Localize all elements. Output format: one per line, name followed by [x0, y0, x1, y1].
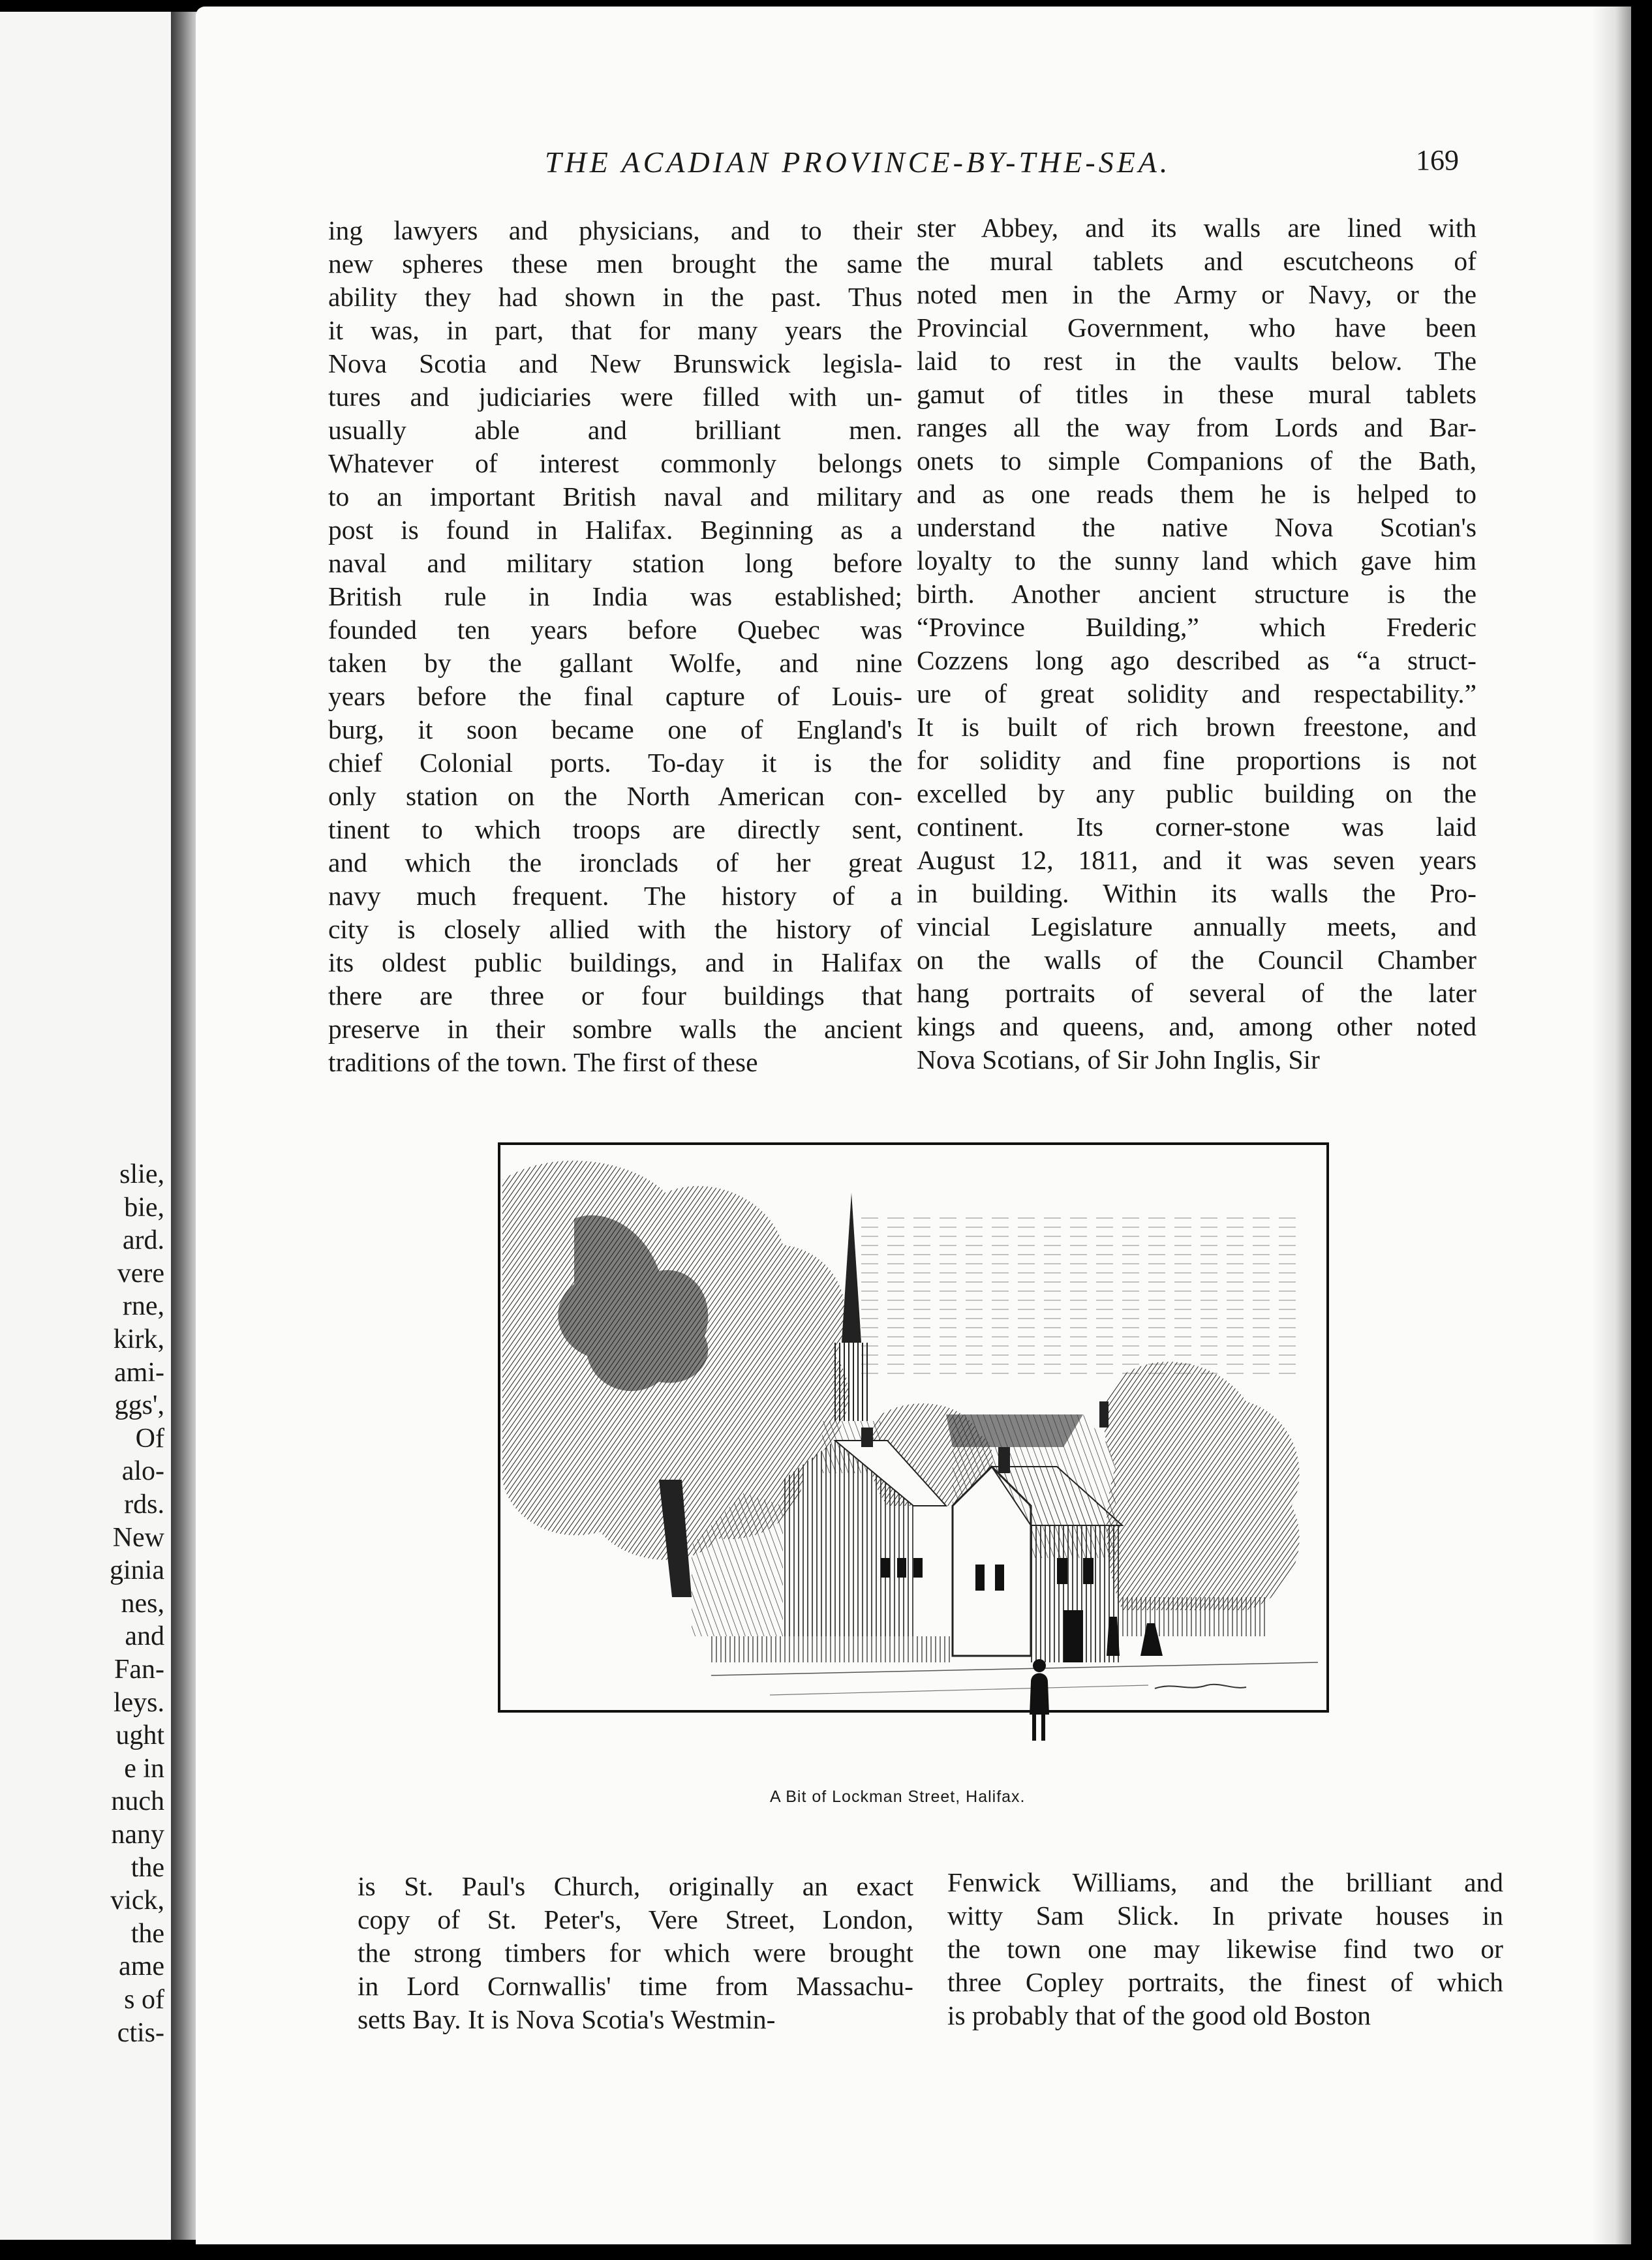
text-line: kings and queens, and, among other noted [917, 1011, 1476, 1041]
facing-page-fragment: Fan- [114, 1655, 164, 1685]
engraving-illustration [496, 1140, 1331, 1755]
text-line: naval and military station long before [328, 548, 902, 578]
text-line: noted men in the Army or Navy, or the [917, 279, 1476, 309]
page-number: 169 [1416, 144, 1459, 176]
text-line: It is built of rich brown freestone, and [917, 712, 1476, 742]
text-line: its oldest public buildings, and in Halifax [328, 947, 902, 977]
facing-page-fragment: s of [124, 1985, 164, 2015]
text-line: preserve in their sombre walls the ancient [328, 1014, 902, 1044]
text-column-top-left [328, 214, 902, 1079]
text-line: three Copley portraits, the finest of which [947, 1967, 1503, 1997]
text-line: British rule in India was established; [328, 581, 902, 611]
text-line: hang portraits of several of the later [917, 978, 1476, 1008]
facing-page-fragment: Of [135, 1423, 164, 1454]
text-line: to an important British naval and military [328, 481, 902, 512]
text-line: Nova Scotians, of Sir John Inglis, Sir [917, 1045, 1320, 1075]
text-line: loyalty to the sunny land which gave him [917, 545, 1476, 575]
text-line: birth. Another ancient structure is the [917, 579, 1476, 609]
text-line: in Lord Cornwallis' time from Massachu- [358, 1971, 913, 2001]
text-line: continent. Its corner-stone was laid [917, 812, 1476, 842]
text-line: excelled by any public building on the [917, 778, 1476, 808]
text-line: the strong timbers for which were brought [358, 1938, 913, 1968]
text-line: ure of great solidity and respectability.” [917, 679, 1476, 709]
text-line: Cozzens long ago described as “a struct- [917, 645, 1476, 675]
text-line: ability they had shown in the past. Thus [328, 282, 902, 312]
text-line: tinent to which troops are directly sent, [328, 814, 902, 844]
text-line: Fenwick Williams, and the brilliant and [947, 1867, 1503, 1897]
facing-page-fragment: bie, [124, 1192, 164, 1223]
text-line: is probably that of the good old Boston [947, 2000, 1371, 2030]
text-line: in building. Within its walls the Pro- [917, 878, 1476, 908]
text-line: “Province Building,” which Frederic [917, 612, 1476, 642]
text-line: understand the native Nova Scotian's [917, 512, 1476, 542]
facing-page-fragment: vick, [110, 1886, 164, 1916]
facing-page-fragment: ard. [122, 1225, 164, 1256]
facing-page-fragment: nes, [121, 1588, 164, 1619]
text-line: the mural tablets and escutcheons of [917, 246, 1476, 276]
text-line: traditions of the town. The first of these [328, 1047, 758, 1077]
text-line: usually able and brilliant men. [328, 415, 902, 445]
facing-page-fragment: the [130, 1918, 164, 1949]
running-title: THE ACADIAN PROVINCE-BY-THE-SEA. [545, 145, 1171, 179]
text-line: on the walls of the Council Chamber [917, 945, 1476, 975]
text-line: witty Sam Slick. In private houses in [947, 1901, 1503, 1931]
text-line: August 12, 1811, and it was seven years [917, 845, 1476, 875]
text-line: it was, in part, that for many years the [328, 315, 902, 345]
text-column-bottom-right [947, 1866, 1503, 2032]
text-line: taken by the gallant Wolfe, and nine [328, 648, 902, 678]
text-line: only station on the North American con- [328, 781, 902, 811]
text-line: Whatever of interest commonly belongs [328, 448, 902, 478]
facing-page-fragment: rne, [122, 1291, 164, 1322]
text-line: tures and judiciaries were filled with un- [328, 382, 902, 412]
facing-page-fragment: ught [115, 1720, 164, 1751]
facing-page-fragment: slie, [119, 1159, 164, 1189]
text-line: and as one reads them he is helped to [917, 479, 1476, 509]
facing-page-fragment: e in [124, 1753, 164, 1784]
text-line: and which the ironclads of her great [328, 848, 902, 878]
text-line: post is found in Halifax. Beginning as a [328, 515, 902, 545]
text-line: the town one may likewise find two or [947, 1934, 1503, 1964]
facing-page-fragment: the [130, 1852, 164, 1883]
text-line: years before the final capture of Louis- [328, 681, 902, 711]
facing-page-fragment: ami- [114, 1357, 164, 1388]
text-line: setts Bay. It is Nova Scotia's Westmin- [358, 2004, 776, 2034]
text-line: new spheres these men brought the same [328, 249, 902, 279]
text-line: vincial Legislature annually meets, and [917, 911, 1476, 941]
facing-page-fragment: ctis- [117, 2017, 164, 2048]
facing-page-fragment: alo- [121, 1456, 164, 1487]
page-edge-shadow [1592, 7, 1631, 2244]
text-line: burg, it soon became one of England's [328, 714, 902, 744]
facing-page-fragment: and [125, 1621, 164, 1652]
facing-page-fragment: nuch [111, 1786, 164, 1817]
facing-page-fragment: nany [111, 1820, 164, 1850]
facing-page-text-fragments [0, 1158, 171, 2058]
text-line: gamut of titles in these mural tablets [917, 379, 1476, 409]
facing-page-fragment: New [112, 1522, 164, 1553]
text-line: Nova Scotia and New Brunswick legisla- [328, 348, 902, 378]
text-line: for solidity and fine proportions is not [917, 745, 1476, 775]
text-line: founded ten years before Quebec was [328, 615, 902, 645]
text-column-bottom-left [358, 1870, 913, 2036]
facing-page-fragment: rds. [124, 1489, 164, 1519]
text-line: laid to rest in the vaults below. The [917, 346, 1476, 376]
text-line: ster Abbey, and its walls are lined with [917, 213, 1476, 243]
text-line: ranges all the way from Lords and Bar- [917, 412, 1476, 442]
illustration-caption: A Bit of Lockman Street, Halifax. [770, 1788, 1026, 1806]
text-line: copy of St. Peter's, Vere Street, London, [358, 1904, 913, 1934]
facing-page-fragment: kirk, [113, 1324, 164, 1354]
text-line: Provincial Government, who have been [917, 313, 1476, 343]
text-line: there are three or four buildings that [328, 981, 902, 1011]
facing-page-fragment: vere [117, 1258, 164, 1289]
text-line: is St. Paul's Church, originally an exact [358, 1871, 913, 1901]
text-line: navy much frequent. The history of a [328, 881, 902, 911]
facing-page-fragment: ame [119, 1951, 164, 1982]
facing-page-fragment: ggs', [114, 1390, 164, 1421]
engraving-lockman-street [496, 1140, 1331, 1755]
facing-page-fragment: ginia [110, 1555, 164, 1586]
text-line: onets to simple Companions of the Bath, [917, 446, 1476, 476]
text-line: chief Colonial ports. To-day it is the [328, 748, 902, 778]
facing-page-fragment: leys. [113, 1687, 164, 1718]
text-column-top-right [917, 211, 1476, 1077]
text-line: ing lawyers and physicians, and to their [328, 215, 902, 245]
text-line: city is closely allied with the history of [328, 914, 902, 944]
